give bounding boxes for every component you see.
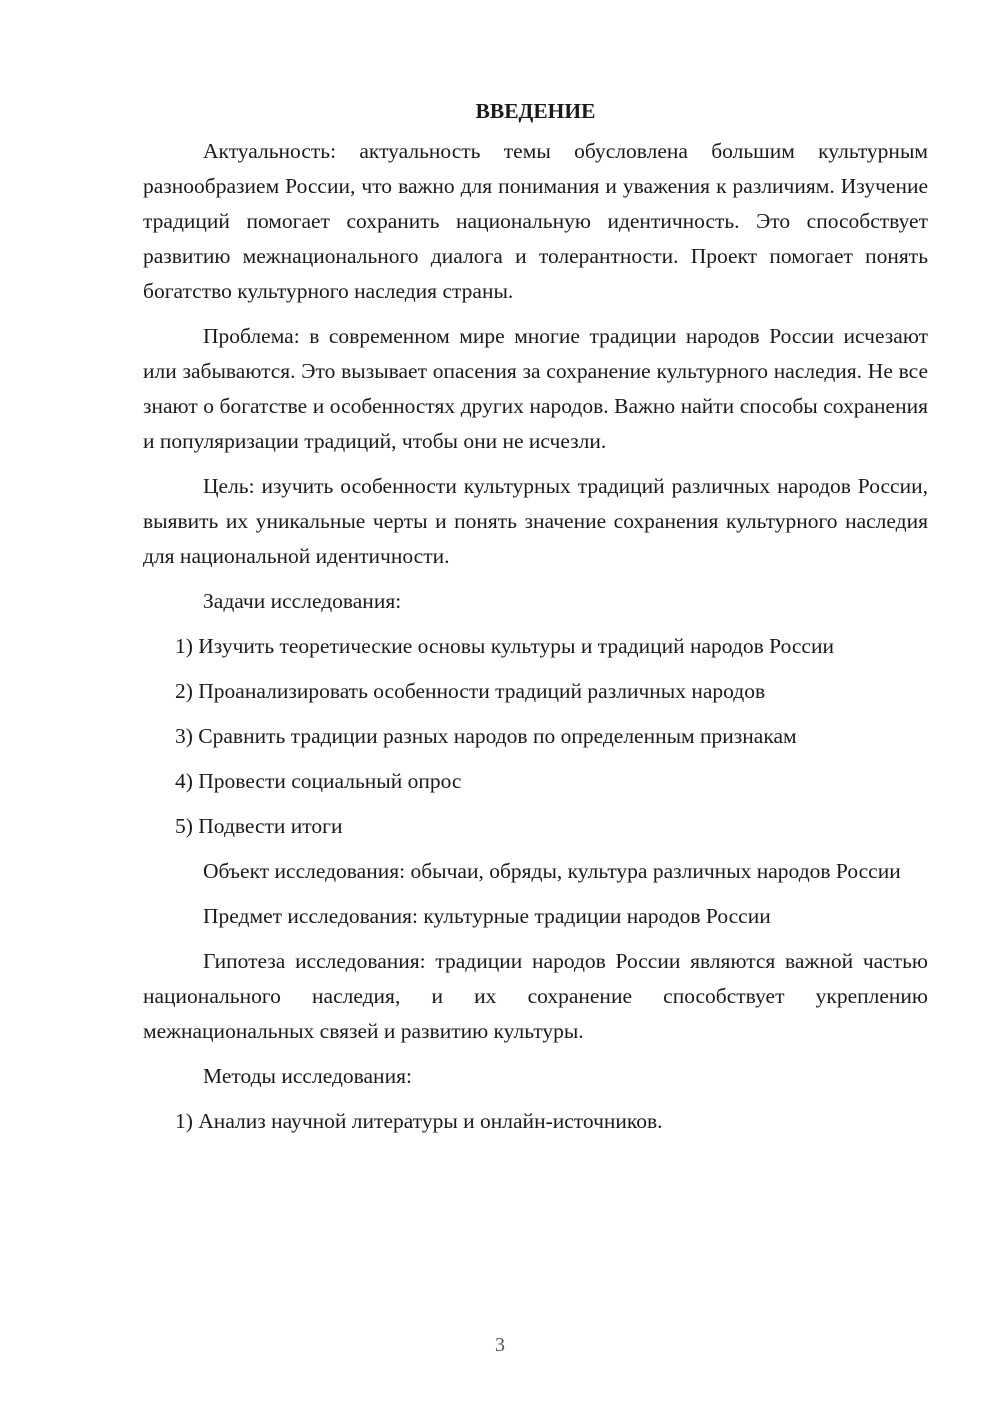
method-item-1: 1) Анализ научной литературы и онлайн-источников. <box>175 1109 663 1133</box>
document-page <box>143 92 928 1149</box>
paragraph-problem: Проблема: в современном мире многие традиции народов России исчезают или забываются. Это вызывает опасения за сохранение культурного наследия. Не все знают о богатстве и особенностях других народов. Важно найти способы сохранения и популяризации традиций, чтобы они не исчезли. <box>143 324 928 453</box>
paragraph-goal: Цель: изучить особенности культурных традиций различных народов России, выявить их уникальные черты и понять значение сохранения культурного наследия для национальной идентичности. <box>143 474 928 568</box>
tasks-heading: Задачи исследования: <box>203 589 402 613</box>
task-item-3: 3) Сравнить традиции разных народов по определенным признакам <box>175 724 797 748</box>
page-title: ВВЕДЕНИЕ <box>475 99 596 123</box>
task-item-5: 5) Подвести итоги <box>175 814 343 838</box>
paragraph-object: Объект исследования: обычаи, обряды, культура различных народов России <box>203 859 901 883</box>
methods-heading: Методы исследования: <box>203 1064 412 1088</box>
task-item-4: 4) Провести социальный опрос <box>175 769 462 793</box>
task-item-1: 1) Изучить теоретические основы культуры и традиций народов России <box>175 634 834 658</box>
paragraph-relevance: Актуальность: актуальность темы обусловлена большим культурным разнообразием России, что важно для понимания и уважения к различиям. Изучение традиций помогает сохранить национальную идентичность. Это способствует развитию межнационального диалога и толерантности. Проект помогает понять богатство культурного наследия страны. <box>143 139 928 303</box>
task-item-2: 2) Проанализировать особенности традиций различных народов <box>175 679 766 703</box>
page-number: 3 <box>495 1334 505 1356</box>
paragraph-hypothesis: Гипотеза исследования: традиции народов России являются важной частью национального наследия, и их сохранение способствует укреплению межнациональных связей и развитию культуры. <box>143 949 928 1043</box>
paragraph-subject: Предмет исследования: культурные традиции народов России <box>203 904 771 928</box>
